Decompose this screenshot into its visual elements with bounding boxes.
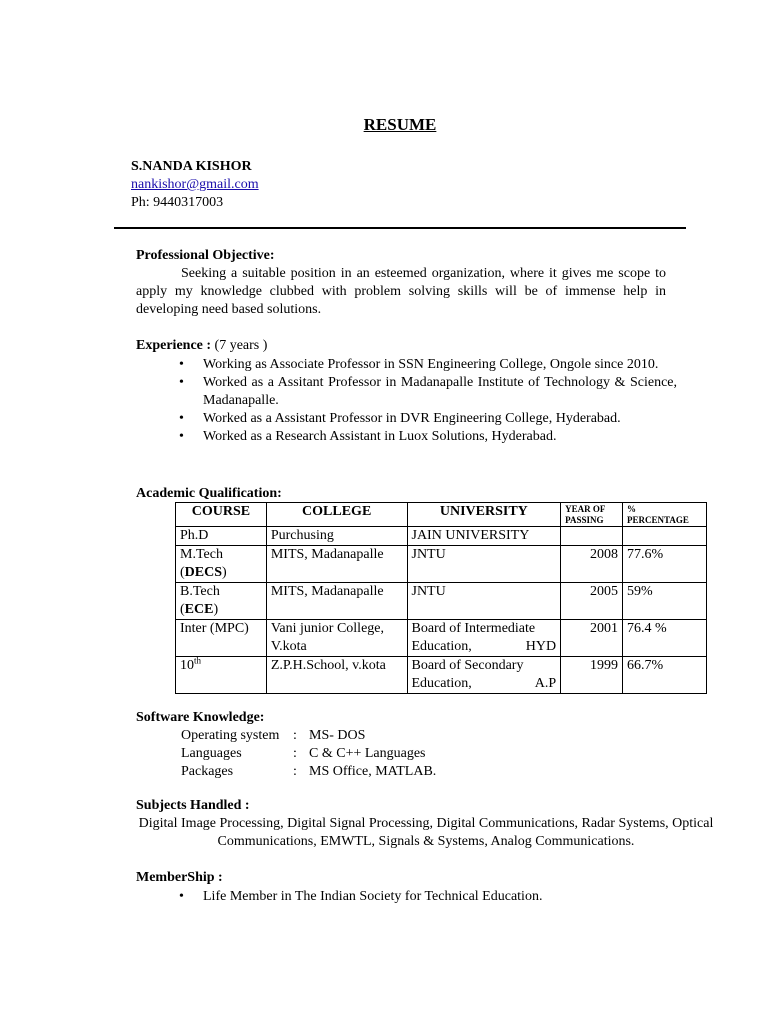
table-row (176, 620, 707, 657)
list-item: • Life Member in The Indian Society for Technical Education. (179, 888, 677, 906)
software-label: Packages (181, 764, 234, 779)
cell-percentage: 76.4 % (623, 620, 707, 657)
table-header-row (176, 503, 707, 527)
membership-heading: MemberShip : (136, 870, 223, 885)
academic-table (175, 502, 707, 694)
col-year: YEAR OF PASSING (561, 503, 623, 527)
cell-year (561, 527, 623, 546)
col-percentage (623, 503, 707, 527)
software-value: MS Office, MATLAB. (309, 764, 437, 779)
percent-symbol: % (627, 504, 637, 514)
cell-college: Vani junior College, V.kota (266, 620, 407, 657)
subjects-heading: Subjects Handled : (136, 798, 250, 813)
col-college: COLLEGE (266, 503, 407, 527)
cell-college: Z.P.H.School, v.kota (266, 657, 407, 694)
table-row (176, 527, 707, 546)
course-name: 10 (180, 658, 194, 673)
cell-college: Purchusing (266, 527, 407, 546)
experience-years: (7 years ) (214, 338, 268, 353)
table-row (176, 657, 707, 694)
phone-number: Ph: 9440317003 (131, 195, 224, 210)
software-label: Languages (181, 746, 242, 761)
experience-list (179, 356, 677, 446)
cell-course: B.Tech (ECE) (176, 583, 267, 620)
col-course: COURSE (176, 503, 267, 527)
software-value: MS- DOS (309, 728, 366, 743)
software-label: Operating system (181, 728, 280, 743)
experience-header (136, 337, 267, 355)
resume-title: RESUME (363, 115, 437, 134)
list-item: • Working as Associate Professor in SSN Engineering College, Ongole since 2010. (179, 356, 677, 374)
cell-percentage: 66.7% (623, 657, 707, 694)
course-superscript: th (194, 655, 202, 666)
course-specialization: ECE (184, 602, 214, 617)
applicant-name: S.NANDA KISHOR (131, 159, 252, 174)
cell-course: Inter (MPC) (176, 620, 267, 657)
cell-university: JNTU (407, 546, 561, 583)
cell-year: 2005 (561, 583, 623, 620)
cell-university: JAIN UNIVERSITY (407, 527, 561, 546)
membership-list (179, 888, 677, 906)
software-value: C & C++ Languages (309, 746, 426, 761)
experience-heading: Experience : (136, 338, 212, 353)
list-item: • Worked as a Assitant Professor in Madanapalle Institute of Technology & Science, Madanapalle. (179, 374, 677, 410)
table-row (176, 583, 707, 620)
cell-university: Board of Intermediate Education, HYD (407, 620, 561, 657)
cell-percentage: 59% (623, 583, 707, 620)
cell-university: Board of Secondary Education, A.P (407, 657, 561, 694)
objective-text: Seeking a suitable position in an esteemed organization, where it gives me scope to apply my knowledge clubbed with problem solving skills will be of immense help in developing need based solutions. (136, 266, 666, 317)
cell-course: M.Tech (DECS) (176, 546, 267, 583)
objective-heading: Professional Objective: (136, 248, 275, 263)
list-item: • Worked as a Research Assistant in Luox Solutions, Hyderabad. (179, 428, 677, 446)
cell-percentage: 77.6% (623, 546, 707, 583)
course-name: M.Tech (180, 547, 223, 562)
col-university: UNIVERSITY (407, 503, 561, 527)
cell-year: 2008 (561, 546, 623, 583)
email-link[interactable]: nankishor@gmail.com (131, 177, 259, 192)
subjects-text: Digital Image Processing, Digital Signal Processing, Digital Communications, Radar Systems, Optical Communications, EMWTL, Signals & Systems, Analog Communications. (138, 816, 714, 849)
header-divider (114, 227, 686, 229)
list-item: • Worked as a Assistant Professor in DVR Engineering College, Hyderabad. (179, 410, 677, 428)
cell-year: 2001 (561, 620, 623, 657)
cell-college: MITS, Madanapalle (266, 583, 407, 620)
percent-label: PERCENTAGE (627, 515, 689, 525)
course-name: B.Tech (180, 584, 220, 599)
cell-year: 1999 (561, 657, 623, 694)
academic-heading: Academic Qualification: (136, 486, 282, 501)
course-specialization: DECS (184, 565, 223, 580)
cell-percentage (623, 527, 707, 546)
cell-course: Ph.D (176, 527, 267, 546)
table-row (176, 546, 707, 583)
cell-course (176, 657, 267, 694)
cell-college: MITS, Madanapalle (266, 546, 407, 583)
software-heading: Software Knowledge: (136, 710, 265, 725)
cell-university: JNTU (407, 583, 561, 620)
